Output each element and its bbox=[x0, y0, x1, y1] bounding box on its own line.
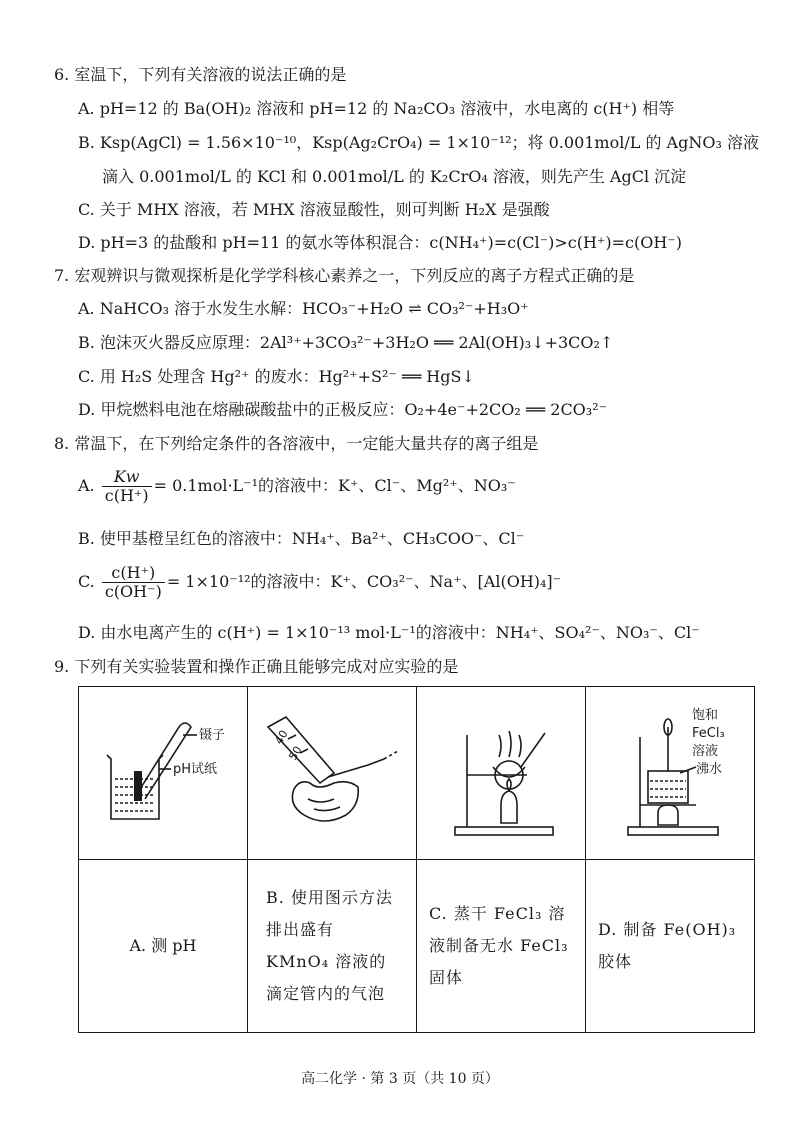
q9-stem: 9. 下列有关实验装置和操作正确且能够完成对应实验的是 bbox=[54, 657, 459, 676]
q7-stem: 7. 宏观辨识与微观探析是化学学科核心素养之一，下列反应的离子方程式正确的是 bbox=[54, 266, 635, 285]
caption-a: A. 测 pH bbox=[79, 860, 248, 1033]
figure-d-cell bbox=[586, 687, 755, 860]
caption-d: D. 制备 Fe(OH)₃ 胶体 bbox=[586, 860, 755, 1033]
q8-stem: 8. 常温下，在下列给定条件的各溶液中，一定能大量共存的离子组是 bbox=[54, 434, 539, 453]
figure-b-burette-hand bbox=[248, 687, 416, 855]
q7-option-a: A. NaHCO₃ 溶于水发生水解：HCO₃⁻+H₂O ⇌ CO₃²⁻+H₃O⁺ bbox=[78, 299, 529, 318]
label-boiling-water: 沸水 bbox=[696, 762, 723, 777]
ph-paper-strip bbox=[134, 771, 142, 801]
label-solution: 溶液 bbox=[692, 744, 719, 759]
figure-a-cell bbox=[79, 687, 248, 860]
q8-c-numerator: c(H⁺) bbox=[102, 564, 165, 583]
q6-option-c: C. 关于 MHX 溶液，若 MHX 溶液显酸性，则可判断 H₂X 是强酸 bbox=[78, 200, 550, 219]
q7-option-b: B. 泡沫灭火器反应原理：2Al³⁺+3CO₃²⁻+3H₂O ══ 2Al(OH)₃↓+3CO₂↑ bbox=[78, 333, 614, 352]
figure-b-cell bbox=[248, 687, 417, 860]
q6-option-d: D. pH=3 的盐酸和 pH=11 的氨水等体积混合：c(NH₄⁺)=c(Cl⁻)>c(H⁺)=c(OH⁻) bbox=[78, 233, 682, 252]
q8-c-fraction bbox=[102, 564, 165, 601]
burette-mark-40: 40 bbox=[272, 727, 291, 747]
q7-option-d: D. 甲烷燃料电池在熔融碳酸盐中的正极反应：O₂+4e⁻+2CO₂ ══ 2CO₃²⁻ bbox=[78, 400, 608, 419]
label-ph-paper: pH试纸 bbox=[173, 762, 218, 777]
q6-stem: 6. 室温下，下列有关溶液的说法正确的是 bbox=[54, 65, 347, 84]
caption-c: C. 蒸干 FeCl₃ 溶液制备无水 FeCl₃ 固体 bbox=[417, 860, 586, 1033]
q6-option-b-line2: 滴入 0.001mol/L 的 KCl 和 0.001mol/L 的 K₂CrO₄ 溶液，则先产生 AgCl 沉淀 bbox=[102, 167, 687, 186]
q8-a-fraction bbox=[102, 468, 152, 505]
q8-option-b: B. 使甲基橙呈红色的溶液中：NH₄⁺、Ba²⁺、CH₃COO⁻、Cl⁻ bbox=[78, 529, 525, 548]
q8-option-d: D. 由水电离产生的 c(H⁺) = 1×10⁻¹³ mol·L⁻¹的溶液中：NH₄⁺、SO₄²⁻、NO₃⁻、Cl⁻ bbox=[78, 623, 700, 642]
q6-option-b-line1: B. Ksp(AgCl) = 1.56×10⁻¹⁰，Ksp(Ag₂CrO₄) = 1×10⁻¹²；将 0.001mol/L 的 AgNO₃ 溶液 bbox=[78, 133, 759, 152]
q8-a-numerator: Kw bbox=[102, 468, 152, 487]
q7-option-c: C. 用 H₂S 处理含 Hg²⁺ 的废水：Hg²⁺+S²⁻ ══ HgS↓ bbox=[78, 367, 475, 386]
burette-mark-50: 50 bbox=[286, 743, 305, 763]
figure-c-cell bbox=[417, 687, 586, 860]
figure-a-beaker-tweezers bbox=[79, 687, 247, 855]
figure-c-evaporating-dish bbox=[417, 687, 585, 855]
experiment-table bbox=[78, 686, 755, 1033]
q8-a-rest: = 0.1mol·L⁻¹的溶液中：K⁺、Cl⁻、Mg²⁺、NO₃⁻ bbox=[153, 476, 516, 495]
label-fecl3: FeCl₃ bbox=[692, 726, 725, 741]
q8-option-c: C. $\frac{c(H^+)}{c(OH^-)}$ = 1×10⁻¹²的溶液中：K⁺、CO₃²⁻、Na⁺、[Al(OH)₄]⁻ bbox=[78, 563, 562, 601]
q8-a-denominator: c(H⁺) bbox=[104, 486, 149, 505]
label-tweezers: 镊子 bbox=[199, 728, 226, 743]
label-saturated: 饱和 bbox=[692, 708, 719, 723]
q8-option-a: A. $\frac{Kw}{c(H^+)}$ = 0.1mol·L⁻¹的溶液中：K⁺、Cl⁻、Mg²⁺、NO₃⁻ bbox=[78, 467, 516, 505]
figure-d-colloid-setup bbox=[586, 687, 754, 855]
q6-option-a: A. pH=12 的 Ba(OH)₂ 溶液和 pH=12 的 Na₂CO₃ 溶液中，水电离的 c(H⁺) 相等 bbox=[78, 99, 675, 118]
caption-b: B. 使用图示方法排出盛有 KMnO₄ 溶液的滴定管内的气泡 bbox=[248, 860, 417, 1033]
page-footer: 高二化学 · 第 3 页（共 10 页） bbox=[301, 1071, 499, 1087]
q8-c-rest: = 1×10⁻¹²的溶液中：K⁺、CO₃²⁻、Na⁺、[Al(OH)₄]⁻ bbox=[166, 572, 562, 591]
q8-c-denominator: c(OH⁻) bbox=[104, 582, 162, 601]
